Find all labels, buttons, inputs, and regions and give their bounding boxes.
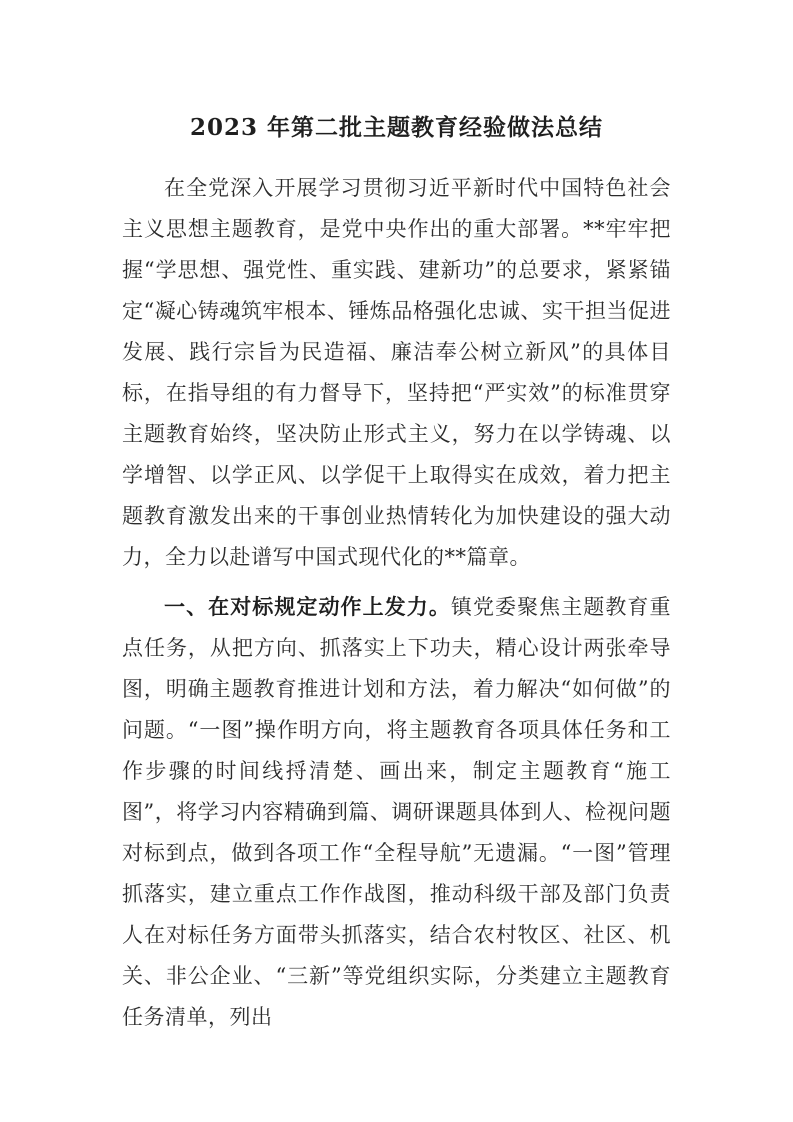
document-title: 2023 年第二批主题教育经验做法总结 <box>189 114 604 141</box>
paragraph-intro <box>122 168 671 578</box>
paragraph-lead: 一、在对标规定动作上发力。 <box>164 594 451 619</box>
paragraph-text: 镇党委聚焦主题教育重点任务，从把方向、抓落实上下功夫，精心设计两张牵导图，明确主题教育推进计划和方法，着力解决“如何做”的问题。“一图”操作明方向，将主题教育各项具体任务和工作步骤的时间线捋清楚、画出来，制定主题教育“施工图”，将学习内容精确到篇、调研课题具体到人、检视问题对标到点，做到各项工作“全程导航”无遗漏。“一图”管理抓落实，建立重点工作作战图，推动科级干部及部门负责人在对标任务方面带头抓落实，结合农村牧区、社区、机关、非公企业、“三新”等党组织实际，分类建立主题教育任务清单，列出 <box>122 595 672 1029</box>
paragraph-section-1 <box>122 586 671 1038</box>
paragraph-text: 在全党深入开展学习贯彻习近平新时代中国特色社会主义思想主题教育，是党中央作出的重大部署。**牢牢把握“学思想、强党性、重实践、建新功”的总要求，紧紧锚定“凝心铸魂筑牢根本、锤炼品格强化忠诚、实干担当促进发展、践行宗旨为民造福、廉洁奉公树立新风”的具体目标，在指导组的有力督导下，坚持把“严实效”的标准贯穿主题教育始终，坚决防止形式主义，努力在以学铸魂、以学增智、以学正风、以学促干上取得实在成效，着力把主题教育激发出来的干事创业热情转化为加快建设的强大动力，全力以赴谱写中国式现代化的**篇章。 <box>122 176 671 569</box>
